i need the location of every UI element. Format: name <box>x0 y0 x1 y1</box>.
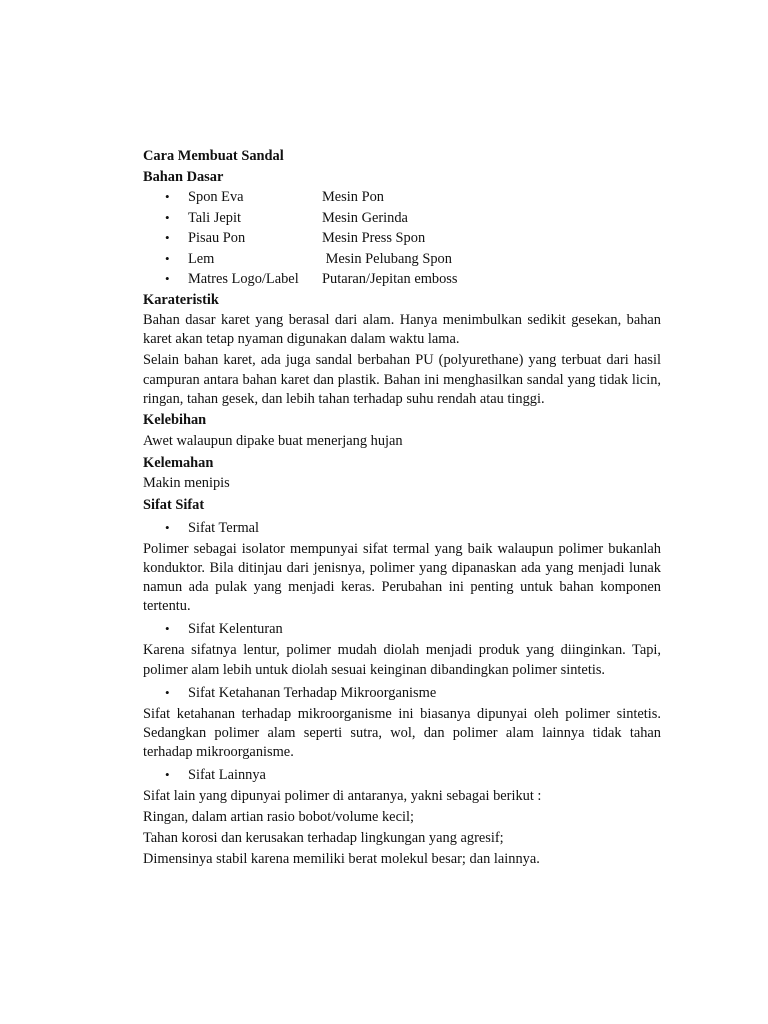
machine-item: Mesin Gerinda <box>322 209 408 226</box>
bahan-dasar-list <box>143 187 661 290</box>
sifat-lainnya-item: Dimensinya stabil karena memiliki berat molekul besar; dan lainnya. <box>143 851 540 868</box>
list-item <box>143 187 661 208</box>
bullet-icon: • <box>165 250 170 266</box>
material-item: Pisau Pon <box>188 230 246 246</box>
heading-kelebihan: Kelebihan <box>143 412 207 429</box>
bullet-icon: • <box>165 519 170 535</box>
bullet-icon: • <box>165 767 170 783</box>
sifat-ketahanan-label: Sifat Ketahanan Terhadap Mikroorganisme <box>188 684 437 701</box>
list-item <box>143 269 661 290</box>
bullet-icon: • <box>165 271 170 286</box>
bullet-icon: • <box>165 621 170 637</box>
kelemahan-text: Makin menipis <box>143 475 230 492</box>
karateristik-paragraph-2: Selain bahan karet, ada juga sandal berbahan PU (polyurethane) yang terbuat dari hasil campuran antara bahan karet dan plastik. Bahan ini menghasilkan sandal yang tidak licin, ringan, tahan gesek, dan lebih tahan terhadap suhu rendah atau tinggi. <box>143 352 661 407</box>
list-item <box>143 249 661 270</box>
sifat-termal-label: Sifat Termal <box>188 519 260 536</box>
machine-item: Putaran/Jepitan emboss <box>322 271 458 287</box>
bullet-icon: • <box>165 230 170 245</box>
sifat-lainnya-item: Ringan, dalam artian rasio bobot/volume kecil; <box>143 809 414 826</box>
list-item <box>143 208 661 229</box>
document-page <box>143 146 661 870</box>
list-item <box>143 228 661 249</box>
document-title: Cara Membuat Sandal <box>143 148 284 164</box>
heading-karateristik: Karateristik <box>143 291 219 308</box>
heading-bahan-dasar: Bahan Dasar <box>143 168 224 185</box>
sifat-kelenturan-label: Sifat Kelenturan <box>188 621 283 638</box>
machine-item: Mesin Pelubang Spon <box>322 250 452 267</box>
material-item: Tali Jepit <box>188 209 241 226</box>
machine-item: Mesin Press Spon <box>322 230 426 246</box>
karateristik-paragraph-1: Bahan dasar karet yang berasal dari alam. Hanya menimbulkan sedikit gesekan, bahan karet akan tetap nyaman digunakan dalam waktu lama. <box>143 312 661 348</box>
list-item <box>143 619 661 640</box>
sifat-lainnya-label: Sifat Lainnya <box>188 767 266 784</box>
bullet-icon: • <box>165 189 170 204</box>
bullet-icon: • <box>165 684 170 700</box>
machine-item: Mesin Pon <box>322 189 384 205</box>
list-item <box>143 765 661 786</box>
sifat-termal-paragraph: Polimer sebagai isolator mempunyai sifat termal yang baik walaupun polimer bukanlah konduktor. Bila ditinjau dari jenisnya, polimer yang dipanaskan ada yang menjadi lunak namun ada pulak yang menjadi keras. Perubahan ini penting untuk bahan komponen tertentu. <box>143 540 661 615</box>
kelebihan-text: Awet walaupun dipake buat menerjang hujan <box>143 432 403 449</box>
material-item: Spon Eva <box>188 189 244 205</box>
sifat-kelenturan-paragraph: Karena sifatnya lentur, polimer mudah diolah menjadi produk yang diinginkan. Tapi, polimer alam lebih untuk diolah sesuai keinginan dibandingkan polimer sintetis. <box>143 642 661 678</box>
sifat-ketahanan-paragraph: Sifat ketahanan terhadap mikroorganisme ini biasanya dipunyai oleh polimer sintetis. Sedangkan polimer alam seperti sutra, wol, dan polimer alam lainnya tidak tahan terhadap mikroorganisme. <box>143 705 661 761</box>
heading-kelemahan: Kelemahan <box>143 454 214 471</box>
sifat-lainnya-item: Tahan korosi dan kerusakan terhadap lingkungan yang agresif; <box>143 830 504 847</box>
sifat-lainnya-intro: Sifat lain yang dipunyai polimer di antaranya, yakni sebagai berikut : <box>143 788 542 805</box>
list-item <box>143 518 661 539</box>
material-item: Lem <box>188 250 215 267</box>
bullet-icon: • <box>165 209 170 225</box>
material-item: Matres Logo/Label <box>188 271 299 287</box>
list-item <box>143 683 661 704</box>
heading-sifat: Sifat Sifat <box>143 497 205 514</box>
